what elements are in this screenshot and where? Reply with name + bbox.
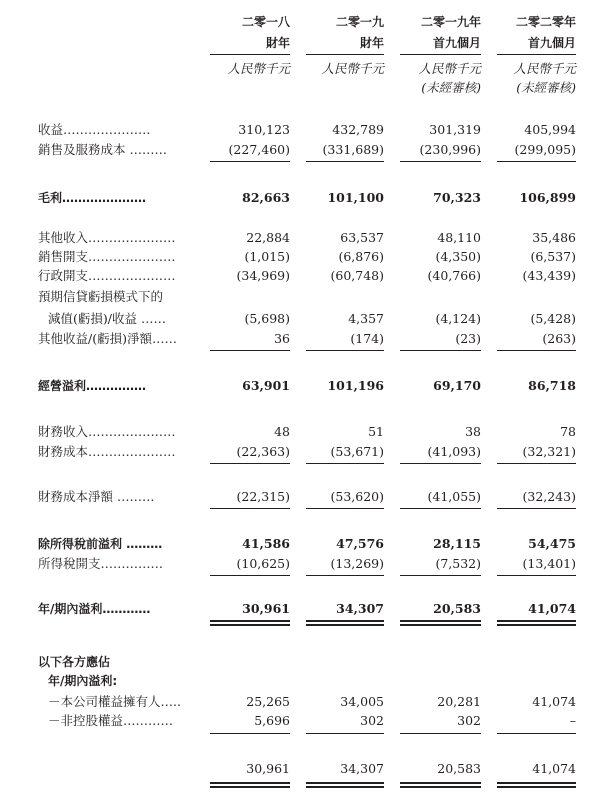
- double-underline: [210, 620, 290, 622]
- cell: (41,093): [427, 444, 481, 459]
- cell: 20,281: [437, 694, 481, 709]
- row-label-impairment: 減值(虧損)/收益 ……: [48, 311, 166, 326]
- header-rule-1: [210, 54, 290, 55]
- cell: (263): [542, 331, 576, 346]
- row-label-income-tax: 所得稅開支……………: [38, 556, 164, 571]
- col2-currency: 人民幣千元: [321, 61, 384, 76]
- double-underline: [497, 620, 576, 622]
- cell: (5,428): [530, 311, 576, 326]
- cell: (53,671): [330, 444, 384, 459]
- table-row: [0, 712, 603, 730]
- cell: (13,401): [522, 556, 576, 571]
- table-row: [0, 229, 603, 247]
- cell: (43,439): [522, 268, 576, 283]
- row-label-finance-income: 財務收入…………………: [38, 424, 176, 439]
- cell: 70,323: [433, 190, 481, 205]
- row-label-profit-for-period: 年/期內溢利…………: [38, 602, 151, 616]
- cell: 78: [560, 424, 576, 439]
- row-label-selling-expenses: 銷售開支…………………: [38, 249, 176, 264]
- table-row: [0, 672, 603, 690]
- cell: 34,307: [336, 601, 384, 616]
- cell: (7,532): [435, 556, 481, 571]
- double-underline: [210, 786, 290, 788]
- cell: 30,961: [246, 761, 290, 776]
- cell: 25,265: [246, 694, 290, 709]
- cell: (4,124): [435, 311, 481, 326]
- cell: 106,899: [519, 190, 576, 205]
- col2-period: 財年: [359, 36, 384, 50]
- double-underline: [400, 620, 481, 622]
- row-label-revenue: 收益…………………: [38, 122, 151, 137]
- underline: [210, 508, 290, 509]
- table-row: [0, 443, 603, 461]
- cell: (4,350): [435, 249, 481, 264]
- cell: (22,363): [236, 444, 290, 459]
- cell: 54,475: [528, 536, 576, 551]
- underline: [306, 508, 384, 509]
- underline: [497, 575, 576, 576]
- cell: 48,110: [437, 230, 481, 245]
- cell: (41,055): [427, 489, 481, 504]
- double-underline: [306, 624, 384, 626]
- underline: [306, 350, 384, 351]
- underline: [306, 161, 384, 162]
- cell: (40,766): [427, 268, 481, 283]
- cell: 86,718: [528, 378, 576, 393]
- col3-year: 二零一九年: [420, 15, 481, 29]
- table-row: [0, 488, 603, 506]
- table-row: [0, 555, 603, 573]
- double-underline: [497, 782, 576, 784]
- double-underline: [306, 620, 384, 622]
- cell: (5,698): [244, 311, 290, 326]
- double-underline: [306, 782, 384, 784]
- cell: (34,969): [236, 268, 290, 283]
- underline: [306, 733, 384, 734]
- cell: 63,901: [242, 378, 290, 393]
- cell: (6,537): [530, 249, 576, 264]
- header-rule-3: [400, 54, 481, 55]
- cell: 310,123: [238, 122, 290, 137]
- cell: 63,537: [340, 230, 384, 245]
- table-row: [0, 310, 603, 328]
- row-label-attributable-sub: 年/期內溢利:: [48, 674, 118, 688]
- row-label-other-income: 其他收入…………………: [38, 230, 176, 245]
- row-label-finance-costs: 財務成本…………………: [38, 444, 176, 459]
- row-label-profit-before-tax: 除所得稅前溢利 ………: [38, 537, 163, 551]
- cell: (230,996): [419, 142, 481, 157]
- table-row: [0, 535, 603, 553]
- header-rule-2: [306, 54, 384, 55]
- cell: (32,243): [522, 489, 576, 504]
- cell: 34,005: [340, 694, 384, 709]
- double-underline: [497, 624, 576, 626]
- double-underline: [400, 786, 481, 788]
- cell: (32,321): [522, 444, 576, 459]
- underline: [497, 161, 576, 162]
- row-label-gross-profit: 毛利…………………: [38, 191, 147, 205]
- underline: [497, 350, 576, 351]
- table-row: [0, 377, 603, 395]
- cell: 432,789: [332, 122, 384, 137]
- table-row: [0, 141, 603, 159]
- cell: (1,015): [244, 249, 290, 264]
- col4-currency: 人民幣千元: [513, 61, 576, 76]
- col4-year: 二零二零年: [515, 15, 576, 29]
- underline: [210, 575, 290, 576]
- col4-period: 首九個月: [527, 36, 576, 50]
- cell: 38: [465, 424, 481, 439]
- cell: 302: [360, 713, 384, 728]
- table-row: [0, 693, 603, 711]
- cell: (10,625): [236, 556, 290, 571]
- underline: [497, 508, 576, 509]
- cell: 34,307: [340, 761, 384, 776]
- cell: 4,357: [348, 311, 384, 326]
- table-row: [0, 423, 603, 441]
- table-row: [0, 653, 603, 671]
- row-label-attributable-heading: 以下各方應佔: [38, 655, 111, 669]
- row-label-admin-expenses: 行政開支…………………: [38, 268, 176, 283]
- cell: 41,586: [242, 536, 290, 551]
- cell: 41,074: [528, 601, 576, 616]
- cell: 41,074: [532, 761, 576, 776]
- cell: 35,486: [532, 230, 576, 245]
- cell: 101,196: [327, 378, 384, 393]
- row-label-other-gains: 其他收益/(虧損)淨額……: [38, 331, 177, 346]
- double-underline: [400, 624, 481, 626]
- underline: [210, 161, 290, 162]
- cell: 101,100: [327, 190, 384, 205]
- row-label-impairment-heading: 預期信貸虧損模式下的: [38, 289, 164, 304]
- underline: [306, 463, 384, 464]
- table-row: [0, 189, 603, 207]
- cell: 5,696: [254, 713, 290, 728]
- underline: [497, 463, 576, 464]
- col2-year: 二零一九: [335, 15, 384, 29]
- col4-note: (未經審核): [516, 80, 576, 95]
- double-underline: [400, 782, 481, 784]
- underline: [210, 463, 290, 464]
- col3-currency: 人民幣千元: [418, 61, 481, 76]
- cell: (299,095): [514, 142, 576, 157]
- double-underline: [306, 786, 384, 788]
- cell: 301,319: [429, 122, 481, 137]
- double-underline: [210, 624, 290, 626]
- underline: [497, 733, 576, 734]
- cell: –: [569, 713, 576, 728]
- row-label-non-controlling: －非控股權益…………: [48, 713, 174, 728]
- table-row: [0, 600, 603, 618]
- double-underline: [210, 782, 290, 784]
- underline: [400, 350, 481, 351]
- cell: 47,576: [336, 536, 384, 551]
- underline: [400, 161, 481, 162]
- cell: 22,884: [246, 230, 290, 245]
- col3-period: 首九個月: [432, 36, 481, 50]
- underline: [400, 575, 481, 576]
- underline: [400, 733, 481, 734]
- col3-note: (未經審核): [421, 80, 481, 95]
- table-row: [0, 267, 603, 285]
- cell: 302: [457, 713, 481, 728]
- cell: (53,620): [330, 489, 384, 504]
- table-row: [0, 288, 603, 306]
- underline: [400, 508, 481, 509]
- cell: (174): [350, 331, 384, 346]
- cell: (60,748): [330, 268, 384, 283]
- row-label-owners: －本公司權益擁有人…..: [48, 694, 181, 709]
- cell: 36: [274, 331, 290, 346]
- cell: 48: [274, 424, 290, 439]
- header-rule-4: [497, 54, 576, 55]
- row-label-net-finance-costs: 財務成本淨額 ………: [38, 489, 155, 504]
- cell: (227,460): [228, 142, 290, 157]
- cell: 405,994: [524, 122, 576, 137]
- double-underline: [497, 786, 576, 788]
- cell: 30,961: [242, 601, 290, 616]
- underline: [210, 733, 290, 734]
- row-label-cost-of-sales: 銷售及服務成本 ………: [38, 142, 167, 157]
- cell: 82,663: [242, 190, 290, 205]
- cell: 20,583: [437, 761, 481, 776]
- col1-currency: 人民幣千元: [227, 61, 290, 76]
- cell: 51: [368, 424, 384, 439]
- cell: 28,115: [433, 536, 481, 551]
- table-row: [0, 248, 603, 266]
- cell: 41,074: [532, 694, 576, 709]
- cell: 20,583: [433, 601, 481, 616]
- row-label-operating-profit: 經營溢利……………: [38, 379, 147, 393]
- cell: (6,876): [338, 249, 384, 264]
- table-row: [0, 760, 603, 778]
- col1-year: 二零一八: [241, 15, 290, 29]
- underline: [306, 575, 384, 576]
- table-row: [0, 121, 603, 139]
- cell: (13,269): [330, 556, 384, 571]
- col1-period: 財年: [265, 36, 290, 50]
- cell: (22,315): [236, 489, 290, 504]
- underline: [400, 463, 481, 464]
- table-row: [0, 330, 603, 348]
- cell: (331,689): [322, 142, 384, 157]
- cell: 69,170: [433, 378, 481, 393]
- cell: (23): [455, 331, 481, 346]
- underline: [210, 350, 290, 351]
